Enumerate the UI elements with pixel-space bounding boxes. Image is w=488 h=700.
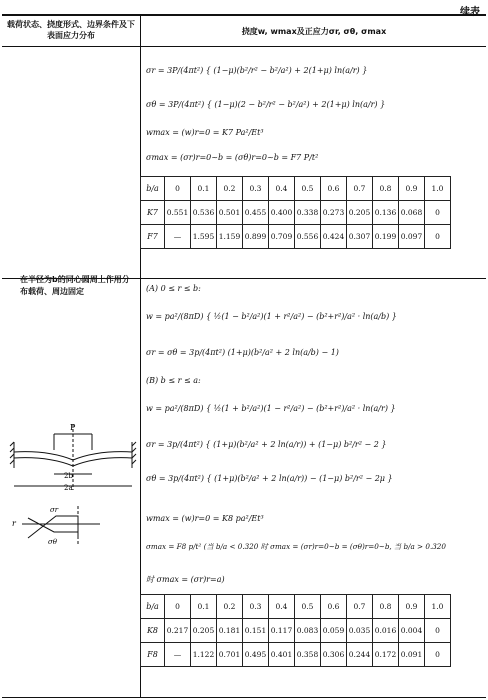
formula-wmax: wmax = (w)r=0 = K7 Pa²/Et³ — [146, 128, 264, 137]
table-cell: 0 — [425, 225, 451, 249]
table-cell: 0.495 — [243, 643, 269, 667]
table-col: 0.5 — [295, 595, 321, 619]
table-row — [141, 225, 451, 249]
table-cell: 0.083 — [295, 619, 321, 643]
outer-diameter-label: 2a — [64, 484, 73, 492]
table-col: 0 — [165, 177, 191, 201]
table-row — [141, 643, 451, 667]
table-cell: 0.401 — [269, 643, 295, 667]
table-col: 0.9 — [399, 595, 425, 619]
coefficient-table-k7-f7 — [140, 176, 451, 249]
formula-sigma-theta: σθ = 3P/(4πt²) { (1−μ)(2 − b²/r² − b²/a²) + 2(1+μ) ln(a/r) } — [146, 100, 386, 109]
table-header-row — [141, 177, 451, 201]
table-cell: 0.551 — [165, 201, 191, 225]
table-cell: 1.159 — [217, 225, 243, 249]
table-cell: 0.199 — [373, 225, 399, 249]
table-col-header: b/a — [141, 177, 165, 201]
table-col: 0.3 — [243, 177, 269, 201]
table-cell: 0.536 — [191, 201, 217, 225]
table-cell: 0.068 — [399, 201, 425, 225]
table-cell: 0.455 — [243, 201, 269, 225]
table-cell: 0.217 — [165, 619, 191, 643]
formula-w-inner: w = pa²/(8πD) { ½(1 − b²/a²)(1 + r²/a²) − (b²+r²)/a² · ln(a/b) } — [146, 312, 397, 321]
formula-wmax-case2: wmax = (w)r=0 = K8 pa²/Et³ — [146, 514, 264, 523]
continued-label: 续表 — [460, 7, 480, 18]
plate-diagram — [8, 420, 138, 560]
table-cell: 0.338 — [295, 201, 321, 225]
table-cell: 0.701 — [217, 643, 243, 667]
table-col: 0.8 — [373, 177, 399, 201]
table-col: 0.6 — [321, 177, 347, 201]
formula-sigma-inner: σr = σθ = 3p/(4πt²) (1+μ)(b²/a² + 2 ln(a/b) − 1) — [146, 348, 339, 357]
formula-case-b: (B) b ≤ r ≤ a: — [146, 376, 201, 385]
table-col: 0 — [165, 595, 191, 619]
row-label: F7 — [141, 225, 165, 249]
row-label: F8 — [141, 643, 165, 667]
formula-sigma-max: σmax = (σr)r=0~b = (σθ)r=0~b = F7 P/t² — [146, 153, 319, 162]
table-cell: 0.151 — [243, 619, 269, 643]
table-cell: 0.091 — [399, 643, 425, 667]
table-col: 0.1 — [191, 177, 217, 201]
row-label: K8 — [141, 619, 165, 643]
table-col: 0.4 — [269, 177, 295, 201]
table-cell: 1.122 — [191, 643, 217, 667]
table-col: 0.2 — [217, 177, 243, 201]
table-cell: 0.205 — [347, 201, 373, 225]
sigma-r-label: σr — [50, 506, 59, 514]
table-cell: 0 — [425, 643, 451, 667]
load-label: P — [70, 423, 76, 432]
table-cell: 0.097 — [399, 225, 425, 249]
table-cell: 0.424 — [321, 225, 347, 249]
table-col: 1.0 — [425, 595, 451, 619]
formula-sigma-r-outer: σr = 3p/(4πt²) { (1+μ)(b²/a² + 2 ln(a/r)) + (1−μ) b²/r² − 2 } — [146, 440, 387, 449]
formula-sigma-theta-outer: σθ = 3p/(4πt²) { (1+μ)(b²/a² + 2 ln(a/r)) − (1−μ) b²/r² − 2μ } — [146, 474, 393, 483]
table-col: 0.7 — [347, 595, 373, 619]
table-cell: 0.556 — [295, 225, 321, 249]
table-cell: 0.059 — [321, 619, 347, 643]
row-label: K7 — [141, 201, 165, 225]
table-row — [141, 201, 451, 225]
inner-diameter-label: 2b — [64, 472, 73, 480]
formula-sigma-max-note: 时 σmax = (σr)r=a) — [146, 575, 225, 584]
table-cell: 0.117 — [269, 619, 295, 643]
table-col: 0.5 — [295, 177, 321, 201]
coefficient-table-k8-f8 — [140, 594, 451, 667]
table-cell: 0.136 — [373, 201, 399, 225]
table-cell: 0.709 — [269, 225, 295, 249]
table-col: 0.7 — [347, 177, 373, 201]
formula-w-outer: w = pa²/(8πD) { ½(1 + b²/a²)(1 − r²/a²) − (b²+r²)/a² · ln(a/r) } — [146, 404, 396, 413]
table-cell: 0.273 — [321, 201, 347, 225]
table-cell: 0.004 — [399, 619, 425, 643]
table-cell: 0.035 — [347, 619, 373, 643]
table-col: 0.4 — [269, 595, 295, 619]
table-col: 0.8 — [373, 595, 399, 619]
table-cell: 0.400 — [269, 201, 295, 225]
header-right: 挠度w, wmax及正应力σr, σθ, σmax — [241, 27, 387, 36]
table-col: 0.6 — [321, 595, 347, 619]
formula-sigma-max-case2: σmax = F8 p/t² (当 b/a < 0.320 时 σmax = (σr)r=0~b = (σθ)r=0~b, 当 b/a > 0.320 — [146, 542, 446, 551]
table-cell: 1.595 — [191, 225, 217, 249]
table-cell: 0.172 — [373, 643, 399, 667]
table-col: 1.0 — [425, 177, 451, 201]
table-cell: 0.306 — [321, 643, 347, 667]
table-cell: 0.181 — [217, 619, 243, 643]
table-cell: 0.244 — [347, 643, 373, 667]
table-header-row — [141, 595, 451, 619]
table-col: 0.2 — [217, 595, 243, 619]
table-cell: 0.358 — [295, 643, 321, 667]
table-col: 0.1 — [191, 595, 217, 619]
table-cell: 0.501 — [217, 201, 243, 225]
table-col: 0.3 — [243, 595, 269, 619]
table-cell: 0.205 — [191, 619, 217, 643]
header-divider — [2, 46, 486, 47]
table-col: 0.9 — [399, 177, 425, 201]
table-cell: 0 — [425, 201, 451, 225]
formula-case-a: (A) 0 ≤ r ≤ b: — [146, 284, 201, 293]
table-cell: 0.016 — [373, 619, 399, 643]
radius-label: r — [12, 519, 16, 528]
table-cell: 0.899 — [243, 225, 269, 249]
table-cell: 0 — [425, 619, 451, 643]
case2-description: 在半径为b的同心圆周上作用分布载荷、周边固定 — [20, 275, 130, 296]
sigma-theta-label: σθ — [48, 538, 57, 546]
table-cell: — — [165, 225, 191, 249]
table-row — [141, 619, 451, 643]
table-col-header: b/a — [141, 595, 165, 619]
table-cell: 0.307 — [347, 225, 373, 249]
formula-sigma-r: σr = 3P/(4πt²) { (1−μ)(b²/r² − b²/a²) + 2(1+μ) ln(a/r) } — [146, 66, 368, 75]
table-cell: — — [165, 643, 191, 667]
header-left: 载荷状态、挠度形式、边界条件及下表面应力分布 — [7, 20, 135, 40]
